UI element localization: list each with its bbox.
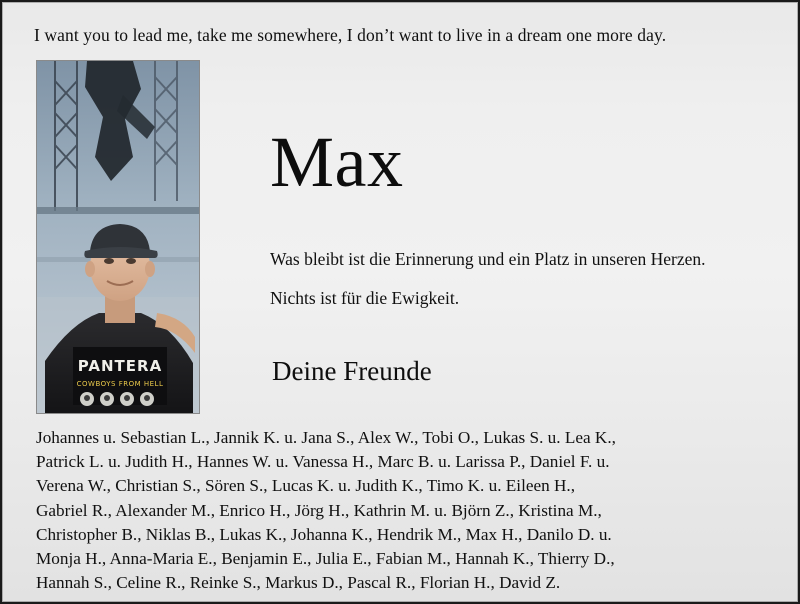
svg-text:COWBOYS FROM HELL: COWBOYS FROM HELL — [76, 380, 164, 388]
deceased-name: Max — [270, 122, 404, 202]
mourner-line: Gabriel R., Alexander M., Enrico H., Jörg H., Kathrin M. u. Björn Z., Kristina M., — [36, 500, 602, 520]
portrait-photo-image — [37, 61, 199, 413]
svg-text:PANTERA: PANTERA — [77, 357, 163, 375]
portrait-photo — [36, 60, 200, 414]
mourner-line: Patrick L. u. Judith H., Hannes W. u. Vanessa H., Marc B. u. Larissa P., Daniel F. u. — [36, 452, 610, 472]
mourner-line: Christopher B., Niklas B., Lukas K., Johanna K., Hendrik M., Max H., Danilo D. u. — [36, 524, 612, 544]
headline-quote: I want you to lead me, take me somewhere, I don’t want to live in a dream one more day. — [34, 25, 667, 45]
mourner-line: Monja H., Anna-Maria E., Benjamin E., Julia E., Fabian M., Hannah K., Thierry D., — [36, 549, 615, 569]
mourner-line: Hannah S., Celine R., Reinke S., Markus D., Pascal R., Florian H., David Z. — [36, 573, 561, 593]
signature-line: Deine Freunde — [272, 356, 432, 386]
verse-line-1: Was bleibt ist die Erinnerung und ein Platz in unseren Herzen. — [270, 249, 706, 269]
mourner-line: Johannes u. Sebastian L., Jannik K. u. Jana S., Alex W., Tobi O., Lukas S. u. Lea K., — [36, 428, 616, 447]
mourner-list — [36, 426, 778, 595]
mourner-line: Verena W., Christian S., Sören S., Lucas K. u. Judith K., Timo K. u. Eileen H., — [36, 476, 576, 496]
verse-line-2: Nichts ist für die Ewigkeit. — [270, 288, 460, 308]
